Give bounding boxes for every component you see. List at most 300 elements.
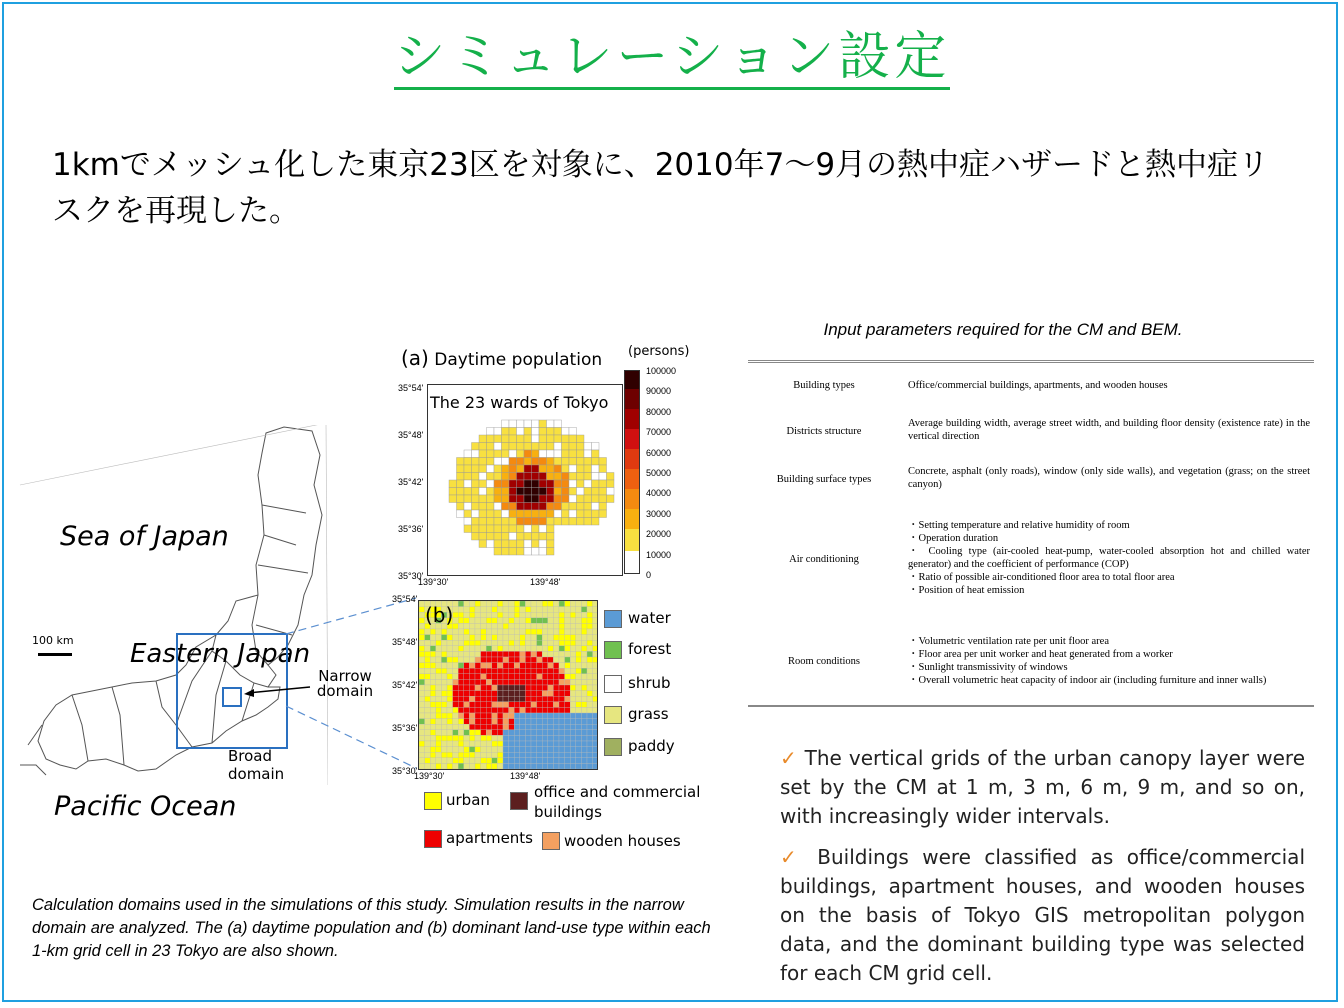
panel-a-title: (a) Daytime population — [401, 346, 603, 370]
grid-cell — [436, 713, 442, 719]
grid-cell — [497, 702, 503, 708]
grid-cell — [497, 663, 503, 669]
grid-cell — [472, 465, 480, 473]
grid-cell — [599, 480, 607, 488]
grid-cell — [548, 612, 554, 618]
grid-cell — [502, 450, 510, 458]
grid-cell — [537, 724, 543, 730]
grid-cell — [475, 646, 481, 652]
grid-cell — [497, 758, 503, 764]
grid-cell — [457, 510, 465, 518]
grid-cell — [525, 679, 531, 685]
grid-cell — [587, 657, 593, 663]
grid-cell — [542, 618, 548, 624]
grid-cell — [430, 735, 436, 741]
grid-cell — [553, 685, 559, 691]
grid-cell — [576, 601, 582, 607]
grid-cell — [587, 763, 593, 769]
grid-cell — [548, 719, 554, 725]
grid-cell — [542, 685, 548, 691]
grid-cell — [453, 674, 459, 680]
grid-cell — [469, 663, 475, 669]
legend-apartments-swatch — [424, 830, 442, 848]
grid-cell — [537, 719, 543, 725]
grid-cell — [447, 724, 453, 730]
grid-cell — [509, 629, 515, 635]
grid-cell — [497, 752, 503, 758]
grid-cell — [475, 747, 481, 753]
grid-cell — [481, 646, 487, 652]
grid-cell — [497, 651, 503, 657]
grid-cell — [497, 763, 503, 769]
grid-cell — [481, 612, 487, 618]
grid-cell — [537, 758, 543, 764]
grid-cell — [531, 640, 537, 646]
grid-cell — [509, 646, 515, 652]
grid-cell — [520, 696, 526, 702]
legend-paddy: paddy — [628, 737, 675, 755]
grid-cell — [581, 758, 587, 764]
grid-cell — [419, 763, 425, 769]
grid-cell — [576, 640, 582, 646]
grid-cell — [581, 668, 587, 674]
grid-cell — [441, 635, 447, 641]
grid-cell — [520, 623, 526, 629]
grid-cell — [548, 763, 554, 769]
grid-cell — [577, 465, 585, 473]
grid-cell — [436, 663, 442, 669]
grid-cell — [469, 668, 475, 674]
grid-cell — [509, 758, 515, 764]
grid-cell — [509, 685, 515, 691]
panel-a-lon-2: 139°48' — [530, 577, 561, 587]
grid-cell — [481, 679, 487, 685]
grid-cell — [559, 741, 565, 747]
narrow-domain-label: Narrow domain — [316, 667, 374, 700]
grid-cell — [531, 623, 537, 629]
grid-cell — [542, 679, 548, 685]
grid-cell — [497, 691, 503, 697]
grid-cell — [425, 730, 431, 736]
grid-cell — [425, 763, 431, 769]
grid-cell — [430, 724, 436, 730]
legend-shrub-swatch — [604, 675, 622, 693]
grid-cell — [542, 730, 548, 736]
grid-cell — [576, 657, 582, 663]
lat-tick: 35°42' — [392, 680, 418, 690]
grid-cell — [425, 685, 431, 691]
grid-cell — [487, 450, 495, 458]
grid-cell — [497, 735, 503, 741]
grid-cell — [524, 458, 532, 466]
grid-cell — [587, 640, 593, 646]
grid-cell — [472, 510, 480, 518]
grid-cell — [548, 635, 554, 641]
grid-cell — [559, 707, 565, 713]
grid-cell — [436, 696, 442, 702]
grid-cell — [532, 420, 540, 428]
grid-cell — [539, 450, 547, 458]
grid-cell — [447, 730, 453, 736]
grid-cell — [441, 646, 447, 652]
grid-cell — [548, 730, 554, 736]
grid-cell — [554, 428, 562, 436]
grid-cell — [497, 713, 503, 719]
grid-cell — [479, 480, 487, 488]
grid-cell — [481, 763, 487, 769]
colorbar-tick: 0 — [646, 570, 652, 580]
grid-cell — [576, 713, 582, 719]
grid-cell — [447, 747, 453, 753]
grid-cell — [537, 635, 543, 641]
grid-cell — [569, 465, 577, 473]
grid-cell — [479, 540, 487, 548]
grid-cell — [447, 651, 453, 657]
grid-cell — [525, 724, 531, 730]
grid-cell — [475, 696, 481, 702]
grid-cell — [599, 495, 607, 503]
grid-cell — [497, 629, 503, 635]
grid-cell — [593, 679, 597, 685]
grid-cell — [553, 640, 559, 646]
grid-cell — [469, 696, 475, 702]
grid-cell — [525, 702, 531, 708]
grid-cell — [503, 646, 509, 652]
grid-cell — [497, 618, 503, 624]
grid-cell — [486, 679, 492, 685]
grid-cell — [514, 752, 520, 758]
grid-cell — [553, 618, 559, 624]
grid-cell — [517, 548, 525, 556]
grid-cell — [502, 428, 510, 436]
grid-cell — [569, 428, 577, 436]
grid-cell — [458, 747, 464, 753]
grid-cell — [430, 741, 436, 747]
grid-cell — [559, 629, 565, 635]
grid-cell — [447, 691, 453, 697]
grid-cell — [430, 674, 436, 680]
grid-cell — [542, 747, 548, 753]
grid-cell — [576, 719, 582, 725]
lat-tick: 35°42' — [398, 477, 424, 487]
grid-cell — [581, 623, 587, 629]
grid-cell — [464, 640, 470, 646]
grid-cell — [553, 691, 559, 697]
grid-cell — [542, 719, 548, 725]
grid-cell — [514, 702, 520, 708]
grid-cell — [577, 450, 585, 458]
grid-cell — [494, 435, 502, 443]
figure-caption: Calculation domains used in the simulations of this study. Simulation results in the narrow domain are analyzed. The (a) daytime population and (b) dominant land-use type within each 1-km grid cell in 23 Tokyo are also shown. — [32, 896, 711, 960]
grid-cell — [430, 730, 436, 736]
grid-cell — [593, 607, 597, 613]
grid-cell — [502, 510, 510, 518]
grid-cell — [525, 668, 531, 674]
grid-cell — [514, 640, 520, 646]
grid-cell — [581, 724, 587, 730]
grid-cell — [548, 752, 554, 758]
grid-cell — [509, 640, 515, 646]
grid-cell — [565, 696, 571, 702]
grid-cell — [525, 763, 531, 769]
grid-cell — [464, 480, 472, 488]
grid-cell — [547, 428, 555, 436]
grid-cell — [447, 629, 453, 635]
grid-cell — [553, 668, 559, 674]
grid-cell — [525, 713, 531, 719]
grid-cell — [464, 618, 470, 624]
grid-cell — [570, 623, 576, 629]
grid-cell — [419, 719, 425, 725]
grid-cell — [565, 679, 571, 685]
grid-cell — [492, 651, 498, 657]
grid-cell — [419, 696, 425, 702]
grid-cell — [509, 691, 515, 697]
grid-cell — [565, 635, 571, 641]
grid-cell — [464, 696, 470, 702]
grid-cell — [576, 629, 582, 635]
grid-cell — [464, 651, 470, 657]
grid-cell — [486, 702, 492, 708]
grid-cell — [520, 719, 526, 725]
grid-cell — [503, 763, 509, 769]
grid-cell — [472, 518, 480, 526]
grid-cell — [425, 651, 431, 657]
grid-cell — [587, 663, 593, 669]
grid-cell — [607, 495, 615, 503]
grid-cell — [472, 495, 480, 503]
grid-cell — [517, 428, 525, 436]
grid-cell — [430, 668, 436, 674]
grid-cell — [472, 458, 480, 466]
grid-cell — [486, 612, 492, 618]
grid-cell — [577, 458, 585, 466]
grid-cell — [587, 685, 593, 691]
grid-cell — [542, 635, 548, 641]
grid-cell — [581, 691, 587, 697]
grid-cell — [581, 601, 587, 607]
grid-cell — [539, 495, 547, 503]
grid-cell — [464, 741, 470, 747]
grid-cell — [565, 646, 571, 652]
grid-cell — [525, 657, 531, 663]
grid-cell — [503, 758, 509, 764]
grid-cell — [548, 747, 554, 753]
colorbar-tick: 70000 — [646, 427, 672, 438]
legend-water-swatch — [604, 610, 622, 628]
grid-cell — [464, 450, 472, 458]
grid-cell — [458, 646, 464, 652]
grid-cell — [494, 480, 502, 488]
grid-cell — [419, 747, 425, 753]
grid-cell — [453, 612, 459, 618]
grid-cell — [503, 747, 509, 753]
grid-cell — [569, 495, 577, 503]
grid-cell — [497, 601, 503, 607]
grid-cell — [469, 691, 475, 697]
grid-cell — [559, 640, 565, 646]
grid-cell — [524, 518, 532, 526]
grid-cell — [517, 420, 525, 428]
grid-cell — [565, 657, 571, 663]
lat-tick: 35°48' — [392, 637, 418, 647]
grid-cell — [436, 679, 442, 685]
scale-label: 100 km — [32, 634, 74, 647]
grid-cell — [481, 758, 487, 764]
grid-cell — [481, 724, 487, 730]
grid-cell — [593, 763, 597, 769]
grid-cell — [525, 691, 531, 697]
grid-cell — [497, 719, 503, 725]
population-grid — [428, 385, 622, 575]
grid-cell — [593, 646, 597, 652]
grid-cell — [492, 657, 498, 663]
grid-cell — [458, 657, 464, 663]
grid-cell — [458, 674, 464, 680]
grid-cell — [570, 735, 576, 741]
grid-cell — [469, 752, 475, 758]
grid-cell — [539, 518, 547, 526]
grid-cell — [492, 758, 498, 764]
grid-cell — [524, 450, 532, 458]
grid-cell — [593, 623, 597, 629]
grid-cell — [565, 763, 571, 769]
legend-office-swatch — [510, 792, 528, 810]
grid-cell — [472, 488, 480, 496]
grid-cell — [553, 758, 559, 764]
grid-cell — [569, 450, 577, 458]
legend-shrub: shrub — [628, 674, 671, 692]
grid-cell — [607, 473, 615, 481]
grid-cell — [525, 618, 531, 624]
grid-cell — [464, 752, 470, 758]
grid-cell — [475, 651, 481, 657]
grid-cell — [464, 646, 470, 652]
grid-cell — [453, 601, 459, 607]
grid-cell — [553, 719, 559, 725]
grid-cell — [593, 724, 597, 730]
grid-cell — [453, 707, 459, 713]
grid-cell — [441, 640, 447, 646]
grid-cell — [565, 702, 571, 708]
grid-cell — [514, 758, 520, 764]
legend-urban-swatch — [424, 792, 442, 810]
grid-cell — [532, 510, 540, 518]
colorbar-tick: 50000 — [646, 468, 672, 478]
slide-title: シミュレーション設定 — [0, 14, 1344, 89]
grid-cell — [502, 435, 510, 443]
grid-cell — [502, 458, 510, 466]
grid-cell — [509, 601, 515, 607]
grid-cell — [593, 618, 597, 624]
grid-cell — [592, 458, 600, 466]
grid-cell — [487, 465, 495, 473]
grid-cell — [520, 629, 526, 635]
grid-cell — [565, 623, 571, 629]
grid-cell — [520, 618, 526, 624]
grid-cell — [593, 612, 597, 618]
grid-cell — [576, 735, 582, 741]
grid-cell — [497, 685, 503, 691]
grid-cell — [562, 428, 570, 436]
grid-cell — [517, 533, 525, 541]
grid-cell — [569, 435, 577, 443]
grid-cell — [554, 488, 562, 496]
grid-cell — [553, 696, 559, 702]
grid-cell — [537, 730, 543, 736]
grid-cell — [503, 752, 509, 758]
grid-cell — [593, 635, 597, 641]
grid-cell — [464, 679, 470, 685]
grid-cell — [587, 651, 593, 657]
grid-cell — [481, 747, 487, 753]
grid-cell — [497, 696, 503, 702]
grid-cell — [587, 691, 593, 697]
grid-cell — [559, 685, 565, 691]
grid-cell — [464, 473, 472, 481]
grid-cell — [509, 674, 515, 680]
grid-cell — [458, 713, 464, 719]
grid-cell — [430, 651, 436, 657]
grid-cell — [570, 696, 576, 702]
grid-cell — [436, 752, 442, 758]
grid-cell — [524, 420, 532, 428]
grid-cell — [565, 713, 571, 719]
grid-cell — [517, 540, 525, 548]
grid-cell — [514, 646, 520, 652]
grid-cell — [509, 719, 515, 725]
grid-cell — [537, 713, 543, 719]
grid-cell — [537, 707, 543, 713]
grid-cell — [587, 618, 593, 624]
panel-a-subtitle: The 23 wards of Tokyo — [430, 393, 609, 412]
grid-cell — [559, 618, 565, 624]
grid-cell — [576, 702, 582, 708]
grid-cell — [559, 691, 565, 697]
grid-cell — [503, 663, 509, 669]
grid-cell — [441, 719, 447, 725]
grid-cell — [531, 735, 537, 741]
grid-cell — [469, 601, 475, 607]
grid-cell — [532, 428, 540, 436]
legend-water: water — [628, 609, 671, 627]
grid-cell — [524, 443, 532, 451]
grid-cell — [425, 646, 431, 652]
grid-cell — [479, 488, 487, 496]
grid-cell — [576, 607, 582, 613]
grid-cell — [430, 635, 436, 641]
grid-cell — [531, 629, 537, 635]
grid-cell — [576, 668, 582, 674]
grid-cell — [517, 458, 525, 466]
grid-cell — [592, 443, 600, 451]
grid-cell — [569, 518, 577, 526]
grid-cell — [553, 735, 559, 741]
grid-cell — [581, 607, 587, 613]
grid-cell — [475, 735, 481, 741]
grid-cell — [487, 510, 495, 518]
grid-cell — [548, 646, 554, 652]
grid-cell — [487, 473, 495, 481]
grid-cell — [486, 618, 492, 624]
grid-cell — [492, 674, 498, 680]
grid-cell — [562, 458, 570, 466]
grid-cell — [547, 548, 555, 556]
grid-cell — [565, 668, 571, 674]
grid-cell — [525, 735, 531, 741]
grid-cell — [502, 503, 510, 511]
grid-cell — [503, 702, 509, 708]
